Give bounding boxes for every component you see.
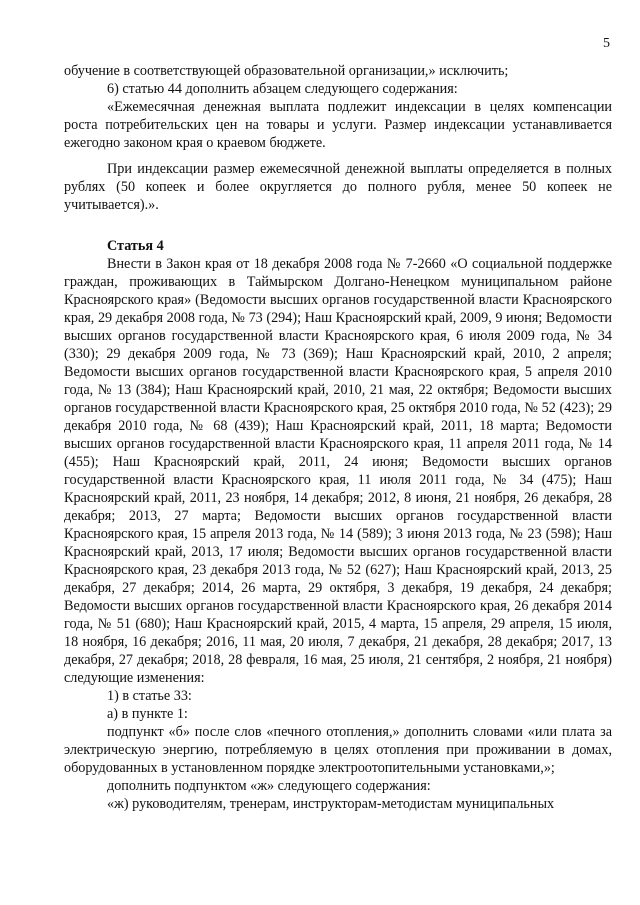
paragraph: 1) в статье 33: xyxy=(107,688,192,704)
paragraph: «ж) руководителям, тренерам, инструкторам-методистам муниципальных xyxy=(107,796,555,812)
paragraph: Внести в Закон края от 18 декабря 2008 года № 7-2660 «О социальной поддержке граждан, проживающих в Таймырском Долгано-Ненецком муниципальном районе Красноярского края» (Ведомости высших органов государственной власти Красноярского края, 29 декабря 2008 года, № 73 (294); Наш Красноярский край, 2009, 9 июня; Ведомости высших органов государственной власти Красноярского края, 6 июля 2009 года, № 34 (330); 29 декабря 2009 года, № 73 (369); Наш Красноярский край, 2010, 2 апреля; Ведомости высших органов государственной власти Красноярского края, 5 апреля 2010 года, № 13 (384); Наш Красноярский край, 2010, 21 мая, 22 октября; Ведомости высших органов государственной власти Красноярского края, 25 октября 2010 года, № 52 (423); 29 декабря 2010 года, № 68 (439); Наш Красноярский край, 2011, 18 марта; Ведомости высших органов государственной власти Красноярского края, 11 апреля 2011 года, № 14 (455); Наш Красноярский край, 2011, 24 июня; Ведомости высших органов государственной власти Красноярского края, 11 июля 2011 года, № 34 (475); Наш Красноярский край, 2011, 23 ноября, 14 декабря; 2012, 8 июня, 21 ноября, 26 декабря, 28 декабря; 2013, 27 марта; Ведомости высших органов государственной власти Красноярского края, 15 апреля 2013 года, № 14 (589); 3 июня 2013 года, № 23 (598); Наш Красноярский край, 2013, 17 июля; Ведомости высших органов государственной власти Красноярского края, 23 декабря 2013 года, № 52 (627); Наш Красноярский край, 2013, 25 декабря, 27 декабря; 2014, 26 марта, 29 октября, 3 декабря, 19 декабря, 24 декабря; Ведомости высших органов государственной власти Красноярского края, 26 декабря 2014 года, № 51 (680); Наш Красноярский край, 2015, 4 марта, 15 апреля, 29 апреля, 15 июля, 18 ноября, 16 декабря; 2016, 11 мая, 20 июля, 7 декабря, 21 декабря, 28 декабря; 2017, 13 декабря, 27 декабря; 2018, 28 февраля, 16 мая, 25 июля, 21 сентября, 2 ноября, 21 ноября) следующие изменения: xyxy=(64,256,612,686)
paragraph: 6) статью 44 дополнить абзацем следующего содержания: xyxy=(107,81,458,97)
paragraph: дополнить подпунктом «ж» следующего содержания: xyxy=(107,778,431,794)
paragraph: При индексации размер ежемесячной денежной выплаты определяется в полных рублях (50 копеек и более округляется до полного рубля, менее 50 копеек не учитывается).». xyxy=(64,161,612,213)
paragraph: обучение в соответствующей образовательной организации,» исключить; xyxy=(64,63,509,79)
paragraph: «Ежемесячная денежная выплата подлежит индексации в целях компенсации роста потребительских цен на товары и услуги. Размер индексации устанавливается ежегодно законом края о краевом бюджете. xyxy=(64,99,612,151)
paragraph: подпункт «б» после слов «печного отопления,» дополнить словами «или плата за электрическую энергию, потребляемую в целях отопления при проживании в домах, оборудованных в установленном порядке электроотопительными установками,»; xyxy=(64,724,612,776)
document-body xyxy=(64,62,612,813)
paragraph: а) в пункте 1: xyxy=(107,706,188,722)
article-heading: Статья 4 xyxy=(107,238,164,254)
page-number: 5 xyxy=(603,36,610,51)
